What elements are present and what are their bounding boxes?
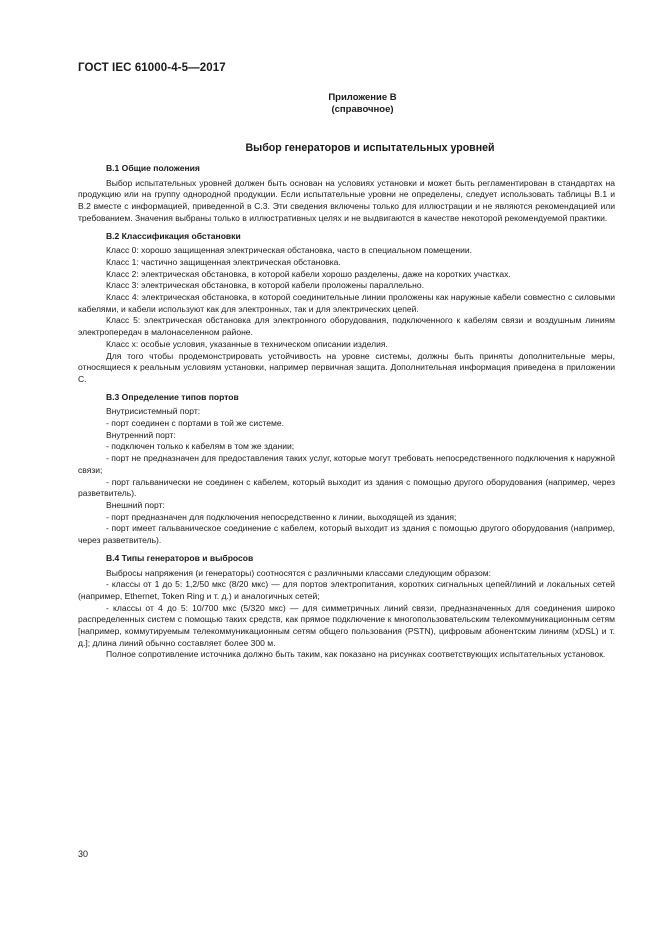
class-0-item: Класс 0: хорошо защищенная электрическая обстановка, часто в специальном помещении. xyxy=(106,245,473,256)
class-5-item: Класс 5: электрическая обстановка для электронного оборудования, подключенного к кабелям связи и воздушным линиям электропередач в малонаселенном районе. xyxy=(78,315,615,338)
class-3-item: Класс 3: электрическая обстановка, в которой кабели проложены параллельно. xyxy=(106,280,424,291)
internal-port-item: - порт не предназначен для предоставления таких услуг, которые могут требовать непосредственного подключения к наружной связи; xyxy=(78,453,615,475)
internal-port-label: Внутренний порт: xyxy=(106,429,176,440)
section-b4-heading: В.4 Типы генераторов и выбросов xyxy=(106,552,254,563)
annex-header xyxy=(275,92,450,116)
internal-port-item: - подключен только к кабелям в том же здании; xyxy=(106,441,295,452)
external-port-label: Внешний порт: xyxy=(106,499,165,510)
section-b1-paragraph: Выбор испытательных уровней должен быть основан на условиях установки и может быть регламентирован в стандартах на продукцию или на группу однородной продукции. Если испытательные уровни не определены, следует использовать таблицы В.1 и В.2 вместе с информацией, приведенной в С.3. Эти сведения включены только для иллюстрации и не являются рекомендацией или требованием. Значения выбраны только в иллюстративных целях и не выдвигаются в качестве некоторой рекомендуемой практики. xyxy=(78,177,615,223)
source-impedance-paragraph: Полное сопротивление источника должно быть таким, как показано на рисунках соответствующих испытательных установок. xyxy=(106,649,606,660)
section-b3-heading: В.3 Определение типов портов xyxy=(106,391,239,402)
surge-class-item: - классы от 4 до 5: 10/700 мкс (5/320 мкс) — для симметричных линий связи, предназначенных для соединения широко распределенных систем с помощью таких средств, как прямое подключение к многопользовательским телекоммуникационным сетям [например, коммутируемым телекоммуникационным сетям общего пользования (PSTN), цифровым абонентским линиям (xDSL) и т. д.]; длина линий обычно составляет более 300 м. xyxy=(78,602,615,648)
class-2-item: Класс 2: электрическая обстановка, в которой кабели хорошо разделены, даже на коротких участках. xyxy=(106,268,511,279)
internal-port-item: - порт гальванически не соединен с кабелем, который выходит из здания с помощью другого оборудования (например, через разветвитель). xyxy=(78,476,615,499)
annex-type: (справочное) xyxy=(331,104,394,115)
section-b2-heading: В.2 Классификация обстановки xyxy=(106,230,241,241)
system-level-paragraph: Для того чтобы продемонстрировать устойчивость на уровне системы, должны быть приняты дополнительные меры, относящиеся к реальным условиям установки, например первичная защита. Дополнительная информация приведена в приложении С. xyxy=(78,350,615,384)
page-number: 30 xyxy=(78,849,89,859)
external-port-item: - порт имеет гальваническое соединение с кабелем, который выходит из здания с помощью другого оборудования (например, через разветвитель). xyxy=(78,523,615,546)
surge-class-item: - классы от 1 до 5: 1,2/50 мкс (8/20 мкс) — для портов электропитания, коротких сигнальных цепей/линий и локальных сетей (например, Ethernet, Token Ring и т. д.) и аналогичных сетей; xyxy=(78,579,615,601)
class-x-item: Класс x: особые условия, указанные в техническом описании изделия. xyxy=(106,338,388,349)
annex-body xyxy=(78,163,615,661)
class-1-item: Класс 1: частично защищенная электрическая обстановка. xyxy=(106,256,341,267)
class-4-item: Класс 4: электрическая обстановка, в которой соединительные линии проложены как наружные кабели совместно с силовыми кабелями, и кабели используют как для электронных, так и для электрических цепей. xyxy=(78,292,615,314)
external-port-item: - порт предназначен для подключения непосредственно к линии, выходящей из здания; xyxy=(106,511,457,522)
document-code: ГОСТ IEC 61000-4-5—2017 xyxy=(78,62,226,74)
intra-system-port-item: - порт соединен с портами в той же системе. xyxy=(106,418,285,429)
intra-system-port-label: Внутрисистемный порт: xyxy=(106,406,201,417)
annex-title: Выбор генераторов и испытательных уровней xyxy=(245,142,495,154)
section-b1-heading: В.1 Общие положения xyxy=(106,163,200,173)
surges-intro-paragraph: Выбросы напряжения (и генераторы) соотносятся с различными классами следующим образом: xyxy=(106,567,491,578)
annex-label: Приложение В xyxy=(328,92,397,103)
